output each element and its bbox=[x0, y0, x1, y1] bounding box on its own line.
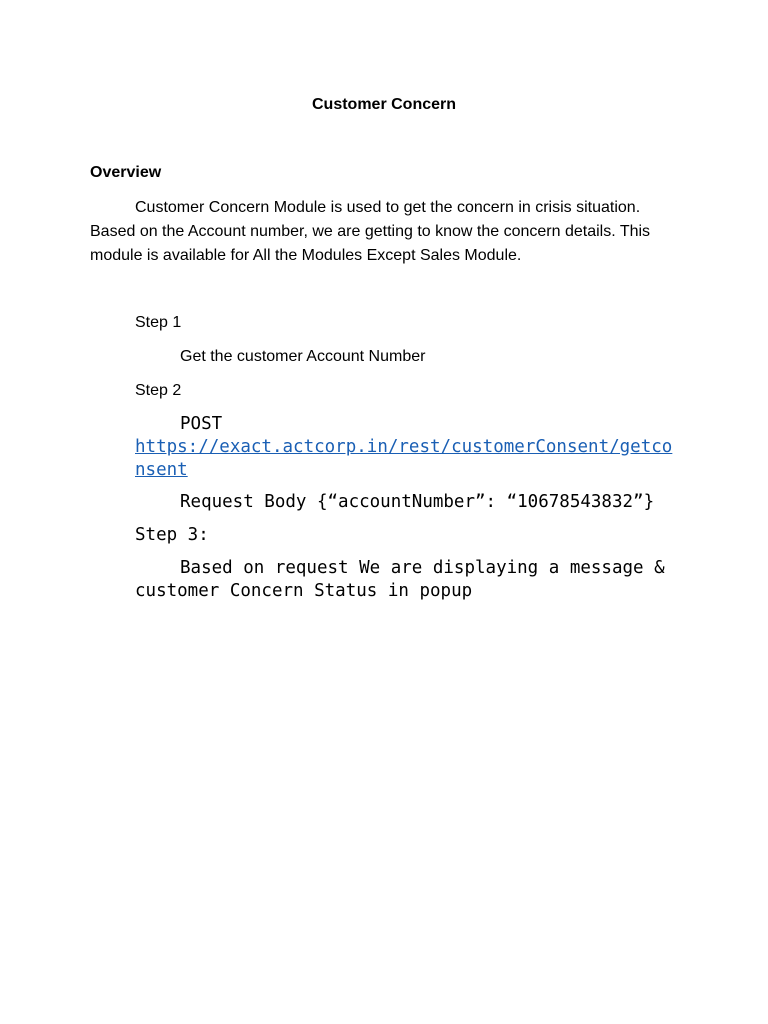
step-2-request bbox=[135, 413, 695, 482]
step-1-label: Step 1 bbox=[135, 314, 182, 331]
step-3-paragraph bbox=[135, 557, 695, 603]
document-title: Customer Concern bbox=[311, 96, 457, 113]
request-body: Request Body {“accountNumber”: “10678543832”} bbox=[180, 492, 655, 512]
overview-heading: Overview bbox=[90, 164, 162, 181]
overview-text: Customer Concern Module is used to get the concern in crisis situation. Based on the Account number, we are getting to know the concern details. This module is available for All the Modules Except Sales Module. bbox=[90, 199, 651, 264]
step-3-label: Step 3: bbox=[135, 525, 209, 545]
step-2-label: Step 2 bbox=[135, 382, 182, 399]
step-1-text: Get the customer Account Number bbox=[180, 348, 426, 365]
overview-paragraph bbox=[90, 196, 680, 268]
endpoint-link[interactable]: https://exact.actcorp.in/rest/customerConsent/getconsent bbox=[135, 437, 673, 480]
http-method: POST bbox=[180, 414, 223, 434]
step-3-text: Based on request We are displaying a message & customer Concern Status in popup bbox=[135, 558, 665, 601]
